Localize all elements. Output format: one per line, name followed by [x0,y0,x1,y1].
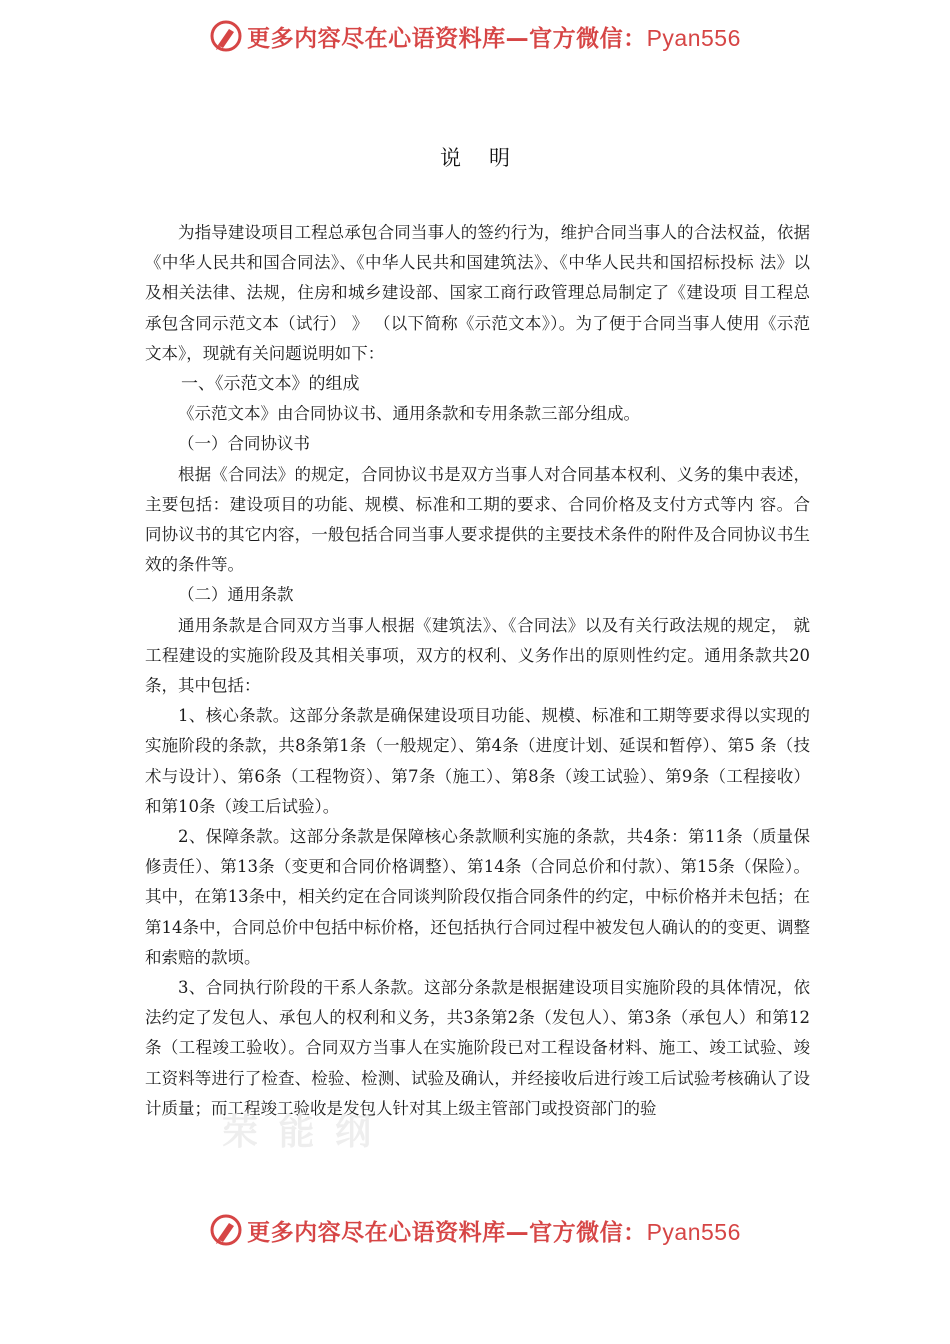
paragraph: 3、合同执行阶段的干系人条款。这部分条款是根据建设项目实施阶段的具体情况，依法约定了发包人、承包人的权利和义务，共3条第2条（发包人）、第3条（承包人）和第12条（工程竣工验收）。合同双方当事人在实施阶段已对工程设备材料、施工、竣工试验、竣工资料等进行了检查、检验、检测、试验及确认，并经接收后进行竣工后试验考核确认了设计质量；而工程竣工验收是发包人针对其上级主管部门或投资部门的验 [145,978,810,1118]
banner-text: 更多内容尽在心语资料库—官方微信：Pyan556 [247,24,741,52]
faint-watermark: 荣 能 纲 [222,1111,376,1153]
page-title: 说明 [440,146,538,170]
header-banner [0,14,950,58]
document-body [145,218,810,1124]
banner-wechat-id: Pyan556 [646,1218,741,1245]
footer-banner [0,1208,950,1252]
paragraph: 通用条款是合同双方当事人根据《建筑法》、《合同法》以及有关行政法规的规定， 就工程建设的实施阶段及其相关事项，双方的权利、义务作出的原则性约定。通用条款共20条，其中包括： [145,615,810,696]
section-heading-1: 一、《示范文本》的组成 [181,374,360,395]
subsection-heading-1: （一）合同协议书 [178,434,310,454]
banner-text: 更多内容尽在心语资料库—官方微信：Pyan556 [247,1218,741,1246]
subsection-heading-2: （二）通用条款 [178,585,294,605]
paragraph: 《示范文本》由合同协议书、通用条款和专用条款三部分组成。 [178,404,640,424]
paragraph: 2、保障条款。这部分条款是保障核心条款顺利实施的条款，共4条：第11条（质量保修责任）、第13条（变更和合同价格调整）、第14条（合同总价和付款）、第15条（保险）。其中，在第13条中，相关约定在合同谈判阶段仅指合同条件的约定，中标价格并未包括；在第14条中，合同总价中包括中标价格，还包括执行合同过程中被发包人确认的的变更、调整和索赔的款顷。 [145,827,810,967]
paragraph: 根据《合同法》的规定，合同协议书是双方当事人对合同基本权利、义务的集中表述，主要包括：建设项目的功能、规模、标准和工期的要求、合同价格及支付方式等内 容。合同协议书的其它内容，一般包括合同当事人要求提供的主要技术条件的附件及合同协议书生效的条件等。 [145,464,810,575]
pen-logo-icon [209,1213,243,1247]
banner-wechat-id: Pyan556 [646,24,741,51]
paragraph: 1、核心条款。这部分条款是确保建设项目功能、规模、标准和工期等要求得以实现的实施阶段的条款，共8条第1条（一般规定）、第4条（进度计划、延误和暂停）、第5 条（技术与设计）、第6条（工程物资）、第7条（施工）、第8条（竣工试验）、第9条（工程接收）和第10条（竣工后试验）。 [145,706,810,816]
pen-logo-icon [209,19,243,53]
intro-paragraph: 为指导建设项目工程总承包合同当事人的签约行为，维护合同当事人的合法权益，依据《中华人民共和国合同法》、《中华人民共和国建筑法》、《中华人民共和国招标投标 法》以及相关法律、法规，住房和城乡建设部、国家工商行政管理总局制定了《建设项 目工程总承包含同示范文本（试行） 》 （以下简称《示范文本》）。为了便于合同当事人使用《示范文本》，现就有关问题说明如下： [145,223,810,363]
